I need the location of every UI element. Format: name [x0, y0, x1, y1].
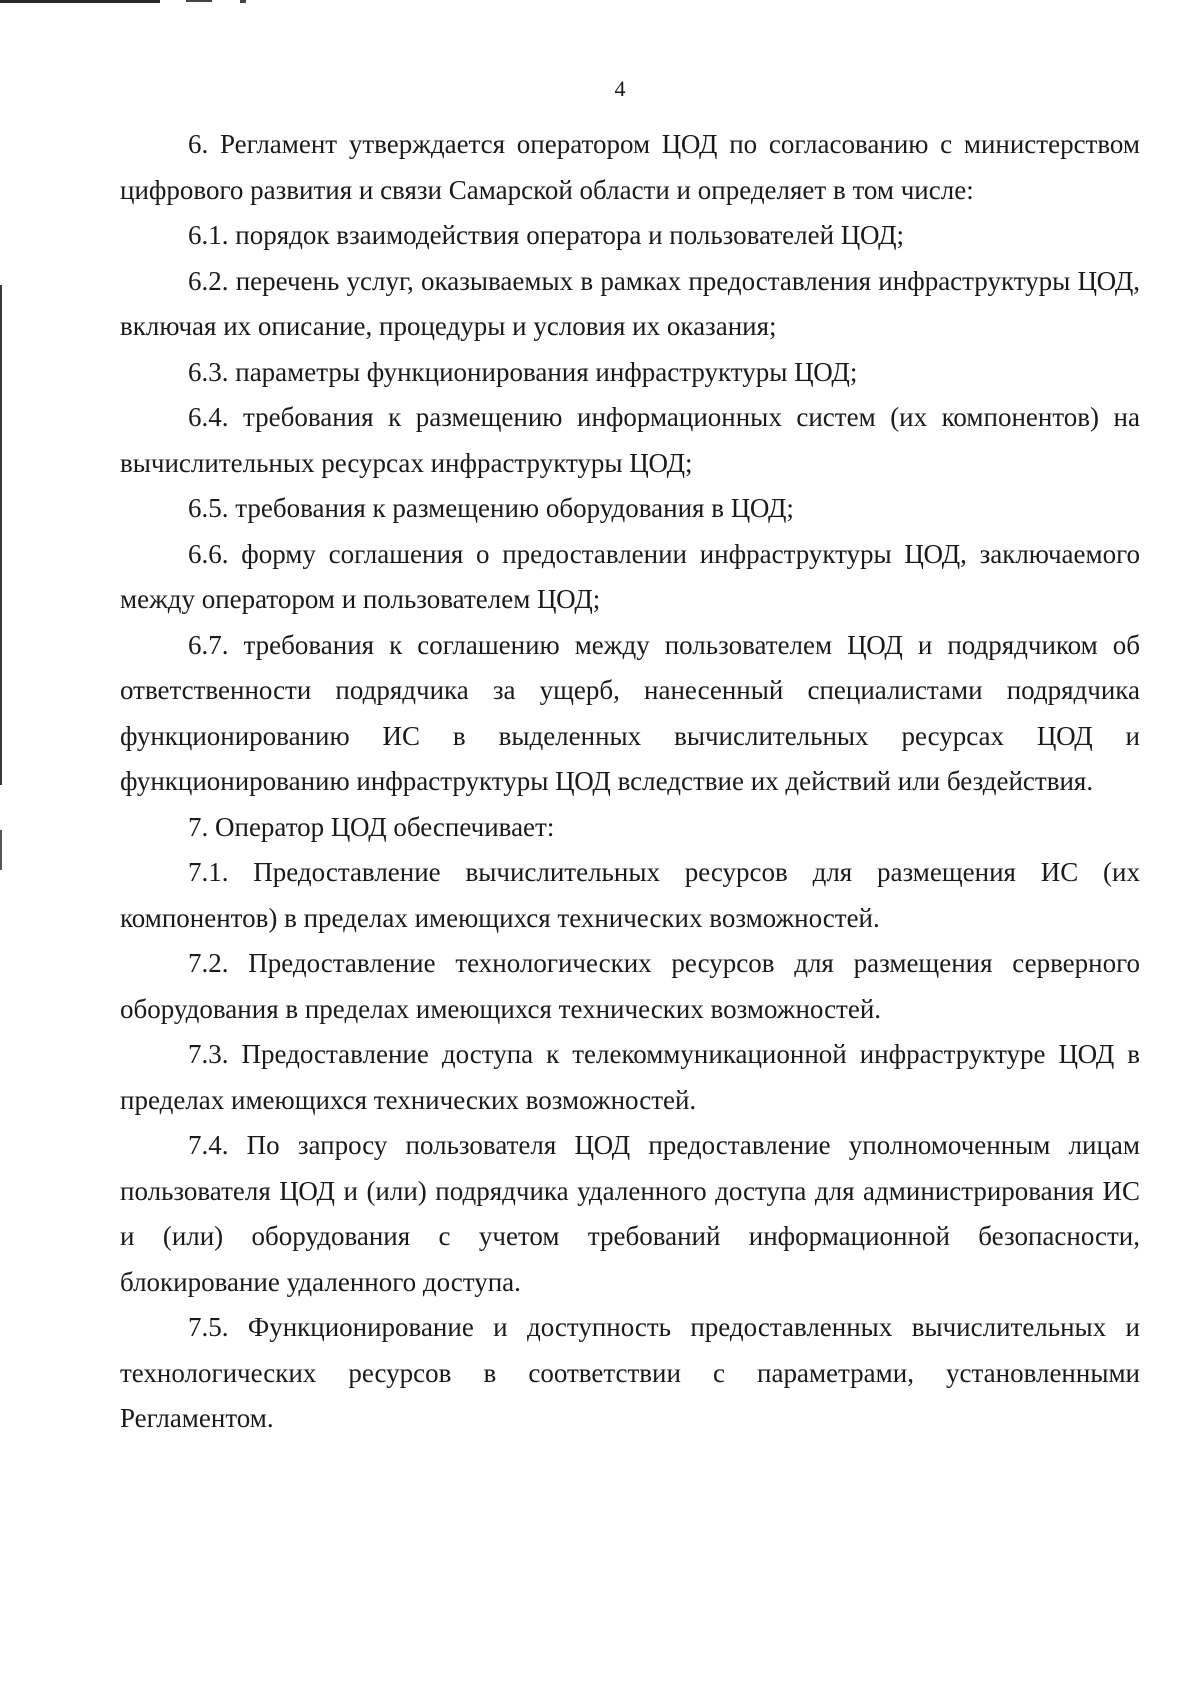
scan-artifact-left-edge [0, 830, 2, 870]
paragraph-7-4: 7.4. По запросу пользователя ЦОД предоставление уполномоченным лицам пользователя ЦОД и (или) подрядчика удаленного доступа для администрирования ИС и (или) оборудования с учетом требований информационной безопасности, блокирование удаленного доступа. [120, 1130, 1140, 1297]
paragraph-6-5: 6.5. требования к размещению оборудования в ЦОД; [188, 493, 794, 523]
paragraph-7-1: 7.1. Предоставление вычислительных ресурсов для размещения ИС (их компонентов) в пределах имеющихся технических возможностей. [120, 857, 1140, 933]
paragraph-6-2: 6.2. перечень услуг, оказываемых в рамках предоставления инфраструктуры ЦОД, включая их описание, процедуры и условия их оказания; [120, 265, 1140, 341]
document-body [120, 122, 1140, 1442]
paragraph-7-2: 7.2. Предоставление технологических ресурсов для размещения серверного оборудования в пределах имеющихся технических возможностей. [120, 948, 1140, 1024]
paragraph-6-1: 6.1. порядок взаимодействия оператора и пользователей ЦОД; [188, 220, 905, 250]
paragraph-6-7: 6.7. требования к соглашению между пользователем ЦОД и подрядчиком об ответственности подрядчика за ущерб, нанесенный специалистами подрядчика функционированию ИС в выделенных вычислительных ресурсах ЦОД и функционированию инфраструктуры ЦОД вследствие их действий или бездействия. [120, 629, 1140, 796]
scan-artifact-top [0, 0, 160, 3]
paragraph-7-3: 7.3. Предоставление доступа к телекоммуникационной инфраструктуре ЦОД в пределах имеющихся технических возможностей. [120, 1039, 1140, 1115]
paragraph-6-6: 6.6. форму соглашения о предоставлении инфраструктуры ЦОД, заключаемого между оператором и пользователем ЦОД; [120, 538, 1140, 614]
scan-artifact-left-edge [0, 285, 2, 785]
paragraph-7: 7. Оператор ЦОД обеспечивает: [188, 811, 555, 842]
paragraph-6-4: 6.4. требования к размещению информационных систем (их компонентов) на вычислительных ресурсах инфраструктуры ЦОД; [120, 402, 1140, 478]
paragraph-7-5: 7.5. Функционирование и доступность предоставленных вычислительных и технологических ресурсов в соответствии с параметрами, установленными Регламентом. [120, 1312, 1140, 1433]
page-number: 4 [614, 76, 626, 101]
scan-artifact-top [240, 0, 246, 3]
scan-artifact-top [186, 0, 212, 2]
paragraph-6: 6. Регламент утверждается оператором ЦОД по согласованию с министерством цифрового развития и связи Самарской области и определяет в том числе: [120, 129, 1140, 205]
paragraph-6-3: 6.3. параметры функционирования инфраструктуры ЦОД; [188, 356, 858, 387]
